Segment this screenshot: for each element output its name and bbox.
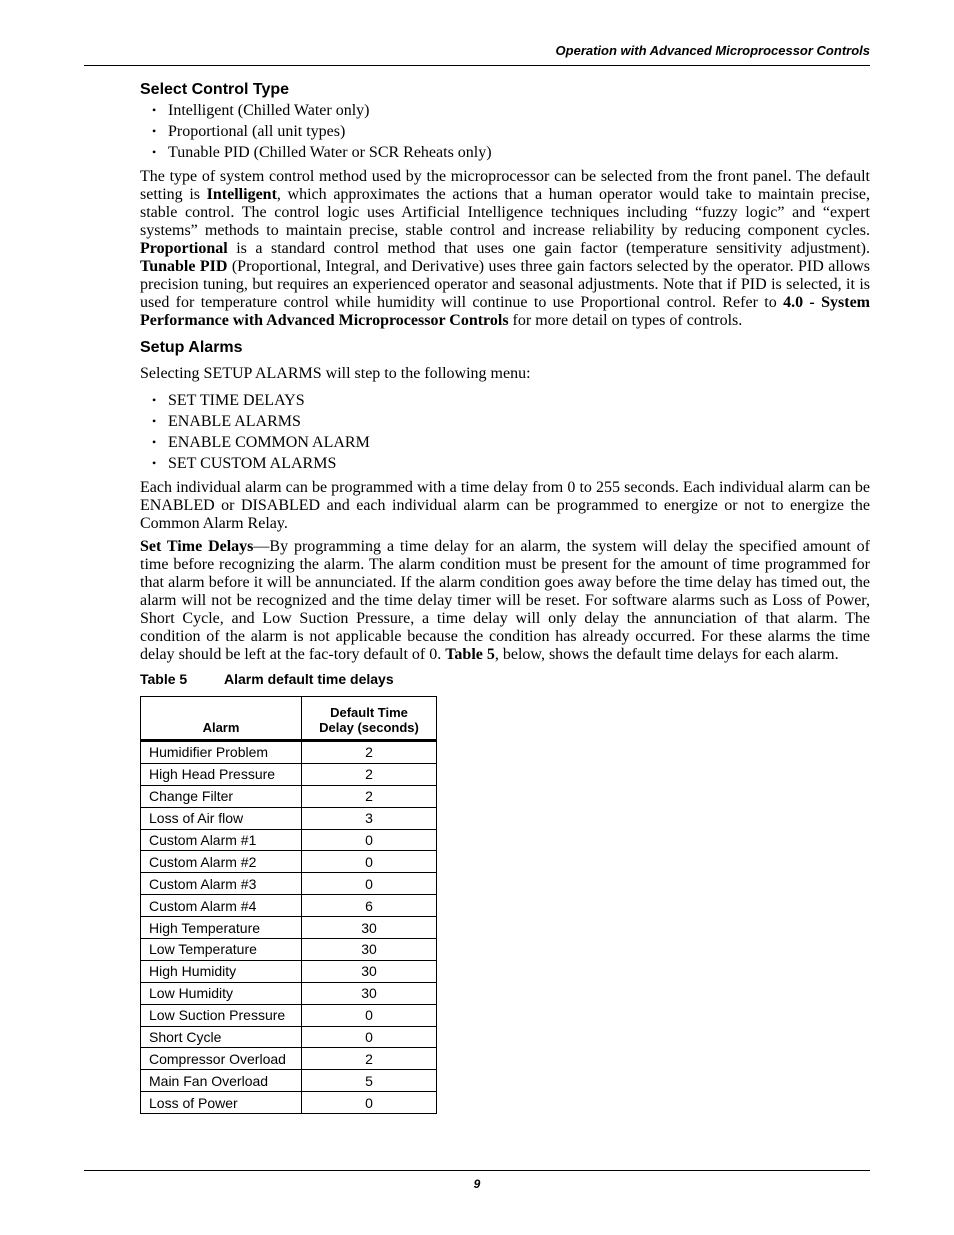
table-caption xyxy=(140,671,870,688)
delay-value-cell: 3 xyxy=(302,807,437,829)
alarm-name-cell: Change Filter xyxy=(141,785,302,807)
list-item: • Tunable PID (Chilled Water or SCR Reheats only) xyxy=(140,142,870,163)
table-row xyxy=(141,982,437,1004)
table-row xyxy=(141,1070,437,1092)
alarm-table-body xyxy=(141,741,437,1114)
alarm-name-cell: Custom Alarm #1 xyxy=(141,829,302,851)
table-row xyxy=(141,741,437,764)
delay-value-cell: 0 xyxy=(302,873,437,895)
alarm-name-cell: Low Temperature xyxy=(141,939,302,961)
table-row xyxy=(141,829,437,851)
table-caption-title: Alarm default time delays xyxy=(224,671,394,687)
table-row xyxy=(141,1026,437,1048)
table-row xyxy=(141,785,437,807)
setup-alarms-menu-list xyxy=(140,390,870,474)
alarm-name-cell: Compressor Overload xyxy=(141,1048,302,1070)
individual-alarm-paragraph: Each individual alarm can be programmed with a time delay from 0 to 255 seconds. Each individual alarm can be ENABLED or DISABLED and each individual alarm can be programmed to energize or not to energize the Common Alarm Relay. xyxy=(140,479,870,532)
page-content xyxy=(140,80,870,1114)
running-header: Operation with Advanced Microprocessor Controls xyxy=(555,43,870,58)
delay-value-cell: 0 xyxy=(302,851,437,873)
alarm-name-cell: Humidifier Problem xyxy=(141,741,302,764)
alarm-name-cell: Custom Alarm #4 xyxy=(141,895,302,917)
time-delays-paragraph: Set Time Delays—By programming a time delay for an alarm, the system will delay the specified amount of time before recognizing the alarm. The alarm condition must be present for the amount of time programmed for that alarm before it will be annunciated. If the alarm condition goes away before the time delay has timed out, the alarm will not be recognized and the time delay timer will be reset. For software alarms such as Loss of Power, Short Cycle, and Low Suction Pressure, a time delay will only delay the annunciation of that alarm. The condition of the alarm is not applicable because the condition has already occurred. For these alarms the time delay should be left at the fac-tory default of 0. Table 5, below, shows the default time delays for each alarm. xyxy=(140,538,871,663)
list-item: • SET CUSTOM ALARMS xyxy=(140,453,870,474)
table-row xyxy=(141,917,437,939)
list-item: • ENABLE COMMON ALARM xyxy=(140,432,870,453)
delay-value-cell: 2 xyxy=(302,763,437,785)
table-row xyxy=(141,1092,437,1114)
table-row xyxy=(141,851,437,873)
delay-value-cell: 2 xyxy=(302,785,437,807)
delay-value-cell: 5 xyxy=(302,1070,437,1092)
footer-rule xyxy=(84,1170,870,1171)
alarm-name-cell: Low Humidity xyxy=(141,982,302,1004)
alarm-name-cell: Short Cycle xyxy=(141,1026,302,1048)
delay-value-cell: 0 xyxy=(302,1026,437,1048)
list-item: • Proportional (all unit types) xyxy=(140,121,870,142)
select-control-type-heading: Select Control Type xyxy=(140,81,290,98)
delay-value-cell: 30 xyxy=(302,917,437,939)
table-row xyxy=(141,873,437,895)
alarm-name-cell: High Head Pressure xyxy=(141,763,302,785)
delay-value-cell: 6 xyxy=(302,895,437,917)
setup-alarms-intro: Selecting SETUP ALARMS will step to the following menu: xyxy=(140,365,531,382)
alarm-name-cell: Custom Alarm #2 xyxy=(141,851,302,873)
control-type-paragraph: The type of system control method used by the microprocessor can be selected from the front panel. The default setting is Intelligent, which approximates the actions that a human operator would take to maintain precise, stable control. The control logic uses Artificial Intelligence techniques including “fuzzy logic” and “expert systems” methods to maintain precise, stable control and increase reliability by reducing component cycles. Proportional is a standard control method that uses one gain factor (temperature sensitivity adjustment). Tunable PID (Proportional, Integral, and Derivative) uses three gain factors selected by the operator. PID allows precision tuning, but requires an experienced operator and seasonal adjustments. Note that if PID is selected, it is used for temperature control while humidity will continue to use Proportional control. Refer to 4.0 - System Performance with Advanced Microprocessor Controls for more detail on types of controls. xyxy=(140,168,871,329)
alarm-delay-table xyxy=(140,696,437,1114)
delay-value-cell: 30 xyxy=(302,939,437,961)
table-row xyxy=(141,939,437,961)
header-rule xyxy=(84,65,870,66)
table-row xyxy=(141,807,437,829)
delay-value-cell: 30 xyxy=(302,982,437,1004)
column-header-delay: Default Time Delay (seconds) xyxy=(302,697,437,741)
delay-value-cell: 2 xyxy=(302,1048,437,1070)
delay-value-cell: 0 xyxy=(302,829,437,851)
delay-value-cell: 0 xyxy=(302,1004,437,1026)
delay-value-cell: 30 xyxy=(302,960,437,982)
table-row xyxy=(141,763,437,785)
alarm-name-cell: Custom Alarm #3 xyxy=(141,873,302,895)
table-caption-label: Table 5 xyxy=(140,671,188,687)
table-row xyxy=(141,1004,437,1026)
alarm-name-cell: Low Suction Pressure xyxy=(141,1004,302,1026)
page-number: 9 xyxy=(473,1177,481,1191)
table-row xyxy=(141,1048,437,1070)
table-row xyxy=(141,895,437,917)
table-row xyxy=(141,960,437,982)
delay-value-cell: 0 xyxy=(302,1092,437,1114)
alarm-name-cell: High Temperature xyxy=(141,917,302,939)
list-item: • Intelligent (Chilled Water only) xyxy=(140,100,870,121)
alarm-name-cell: Loss of Power xyxy=(141,1092,302,1114)
column-header-alarm: Alarm xyxy=(141,697,302,741)
list-item: • ENABLE ALARMS xyxy=(140,411,870,432)
alarm-name-cell: Loss of Air flow xyxy=(141,807,302,829)
alarm-name-cell: High Humidity xyxy=(141,960,302,982)
alarm-name-cell: Main Fan Overload xyxy=(141,1070,302,1092)
control-type-list xyxy=(140,100,870,163)
delay-value-cell: 2 xyxy=(302,741,437,764)
table-header-row xyxy=(141,697,437,741)
setup-alarms-heading: Setup Alarms xyxy=(140,339,243,356)
list-item: • SET TIME DELAYS xyxy=(140,390,870,411)
